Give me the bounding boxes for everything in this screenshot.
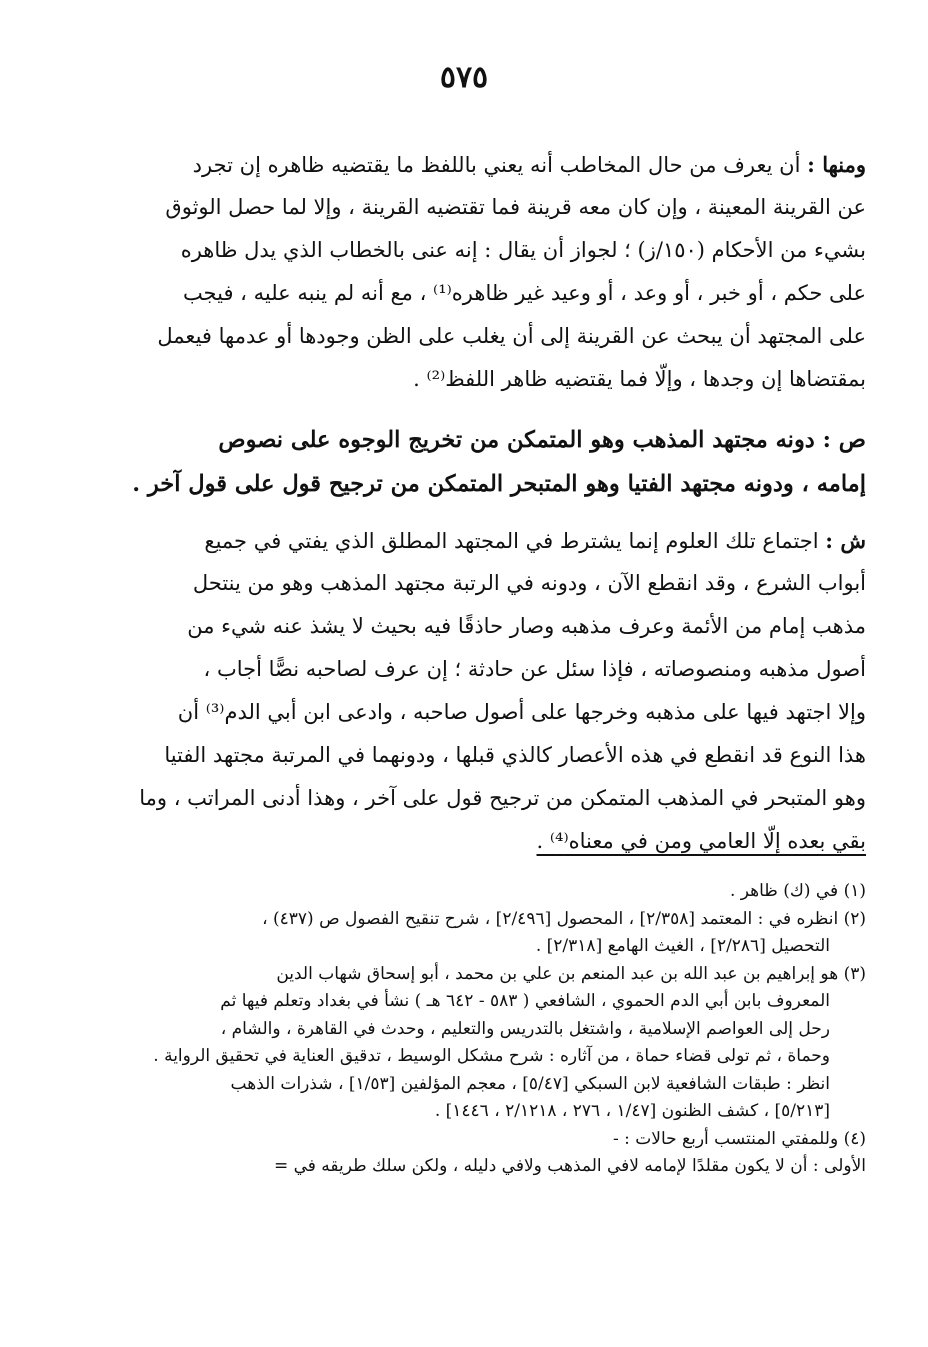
text-line: وهو المتبحر في المذهب المتمكن من ترجيح قول على آخر ، وهذا أدنى المراتب ، وما <box>139 786 866 810</box>
text-line: بشيء من الأحكام (١٥٠/ز) ؛ لجواز أن يقال : إنه عنى بالخطاب الذي يدل ظاهره <box>180 238 866 262</box>
footnote-3-continuation: [٥/٢١٣] ، كشف الظنون [١/٤٧ ، ٢٧٦ ، ٢/١٢١٨ ، ١٤٤٦] . <box>434 1101 830 1121</box>
footnote-1: (١) في (ك) ظاهر . <box>729 881 866 901</box>
footnote-3-continuation: وحماة ، ثم تولى قضاء حماة ، من آثاره : شرح مشكل الوسيط ، تدقيق العناية في تحقيق الرواية . <box>153 1046 830 1066</box>
footnote-3-continuation: انظر : طبقات الشافعية لابن السبكي [٥/٤٧] ، معجم المؤلفين [١/٥٣] ، شذرات الذهب <box>230 1073 830 1094</box>
footnote-2: (٢) انظره في : المعتمد [٢/٣٥٨] ، المحصول [٢/٤٩٦] ، شرح تنقيح الفصول ص (٤٣٧) ، <box>262 908 866 929</box>
footnote-4: (٤) وللمفتي المنتسب أربع حالات : - <box>612 1128 866 1149</box>
text-line: أصول مذهبه ومنصوصاته ، فإذا سئل عن حادثة ؛ إن عرف لصاحبه نصًّا أجاب ، <box>203 657 866 681</box>
text-line: إمامه ، ودونه مجتهد الفتيا وهو المتبحر المتمكن من ترجيح قول على قول آخر . <box>132 471 866 497</box>
footnotes <box>62 878 866 1181</box>
text-line: ص : دونه مجتهد المذهب وهو المتمكن من تخريج الوجوه على نصوص <box>218 427 866 453</box>
text-line: أبواب الشرع ، وقد انقطع الآن ، ودونه في الرتبة مجتهد المذهب وهو من ينتحل <box>192 571 866 595</box>
footnote-4-continuation: الأولى : أن لا يكون مقلدًا لإمامه لافي المذهب ولافي دليله ، ولكن سلك طريقه في = <box>273 1156 866 1176</box>
text-line: مذهب إمام من الأئمة وعرف مذهبه وصار حاذقًا فيه بحيث لا يشذ عنه شيء من <box>187 614 866 638</box>
text-line-last: بقي بعده إلّا العامي ومن في معناه⁽⁴⁾ . <box>536 829 866 853</box>
text-line: هذا النوع قد انقطع في هذه الأعصار كالذي قبلها ، ودونهما في المرتبة مجتهد الفتيا <box>164 743 866 767</box>
text-line: بمقتضاها إن وجدها ، وإلّا فما يقتضيه ظاهر اللفظ⁽²⁾ . <box>413 367 866 391</box>
paragraph-lead: ش : <box>825 528 866 553</box>
text-line: ومنها : أن يعرف من حال المخاطب أنه يعني باللفظ ما يقتضيه ظاهره إن تجرد <box>192 152 866 177</box>
text-line: على حكم ، أو خبر ، أو وعد ، أو وعيد غير ظاهره⁽¹⁾ ، مع أنه لم ينبه عليه ، فيجب <box>182 281 866 305</box>
footnote-3-continuation: رحل إلى العواصم الإسلامية ، واشتغل بالتدريس والتعليم ، وحدث في القاهرة ، والشام ، <box>220 1018 830 1039</box>
footnote-3-continuation: المعروف بابن أبي الدم الحموي ، الشافعي ( ٥٨٣ - ٦٤٢ هـ ) نشأ في بغداد وتعلم فيها ثم <box>220 991 830 1011</box>
text-line: عن القرينة المعينة ، وإن كان معه قرينة فما تقتضيه القرينة ، وإلا لما حصل الوثوق <box>165 195 866 219</box>
paragraph-lead: ومنها : <box>807 152 866 177</box>
text-line: على المجتهد أن يبحث عن القرينة إلى أن يغلب على الظن وجودها أو عدمها فيعمل <box>157 324 866 348</box>
text-line: وإلا اجتهد فيها على مذهبه وخرجها على أصول صاحبه ، وادعى ابن أبي الدم⁽³⁾ أن <box>177 700 866 724</box>
main-text-paragraph <box>62 143 866 401</box>
rule-text-paragraph <box>62 418 866 506</box>
footnote-3: (٣) هو إبراهيم بن عبد الله بن عبد المنعم بن علي بن محمد ، أبو إسحاق شهاب الدين <box>276 963 866 984</box>
commentary-paragraph <box>62 519 866 863</box>
footnote-2-continuation: التحصيل [٢/٢٨٦] ، الغيث الهامع [٢/٣١٨] . <box>535 936 830 956</box>
page-number: ٥٧٥ <box>439 60 489 95</box>
text-line: ش : اجتماع تلك العلوم إنما يشترط في المجتهد المطلق الذي يفتي في جميع <box>204 528 866 553</box>
